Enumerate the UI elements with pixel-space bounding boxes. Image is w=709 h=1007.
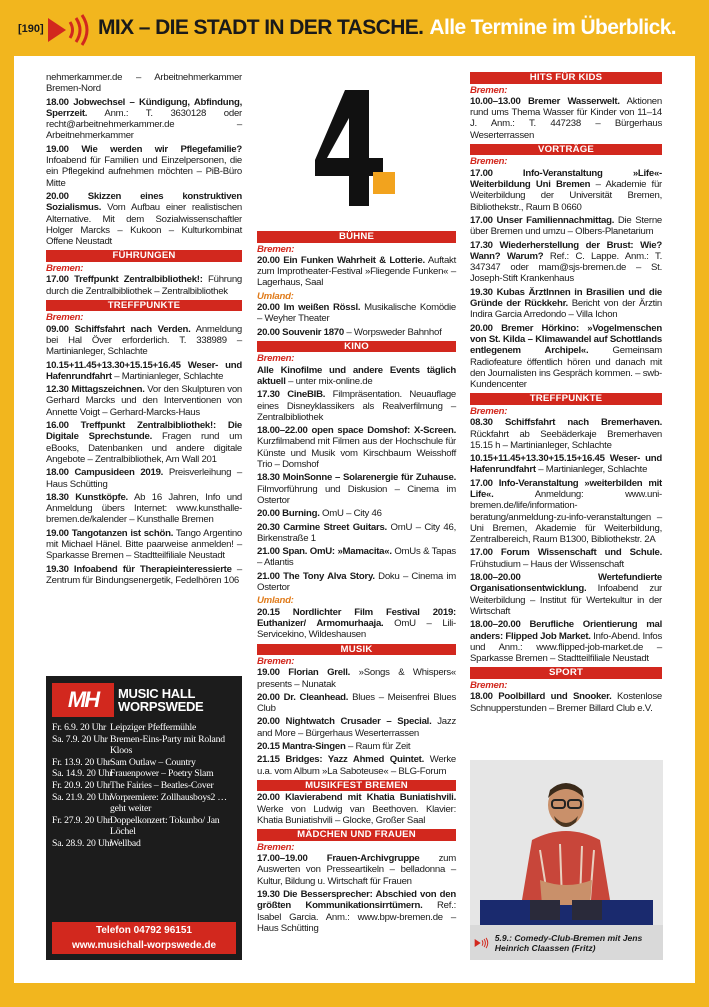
list-item: 18.30 MoinSonne – Solarenergie für Zuhause. Filmvorführung und Diskusion – Cinema im Ostertor — [257, 472, 456, 506]
list-item: 09.00 Schiffsfahrt nach Verden. Anmeldung bei Hal Över erforderlich. T. 338989 – Martinianleger, Schlachte — [46, 323, 242, 358]
number-four-logo-icon — [257, 72, 456, 228]
city-label: Bremen: — [257, 353, 295, 365]
event-row — [52, 780, 236, 792]
event-row — [52, 722, 236, 734]
list-item: 19.00 Tangotanzen ist schön. Tango Argentino mit Michael Hänel. Bitte paarweise anmelden! – Sparkasse Bremen – Stadtteilfiliale Neustadt — [46, 527, 242, 562]
list-item: 20.00 Nightwatch Crusader – Special. Jazz and More – Bürgerhaus Weserterrassen — [257, 716, 456, 739]
comedian-photo — [470, 760, 663, 925]
list-item: 18.30 Kunstköpfe. Ab 16 Jahren, Info und Anmeldung übers Internet: www.kunsthalle-bremen.de/kalender – Kunsthalle Bremen — [46, 491, 242, 526]
section-header-musik: MUSIK — [257, 644, 456, 656]
section-header-buehne: BÜHNE — [257, 231, 456, 243]
music-hall-name-line2: WORPSWEDE — [118, 699, 204, 714]
event-date: Sa. 14.9. 20 Uhr — [52, 768, 113, 780]
list-item: 18.00–22.00 open space Domshof: X-Screen. Kurzfilmabend mit Filmen aus der Hochschule für Künste und Musik vom Kirschbaum Weisshoff Trio – Domshof — [257, 425, 456, 471]
event-row — [52, 734, 236, 757]
list-item: 19.00 Florian Grell. »Songs & Whispers« presents – Nunatak — [257, 667, 456, 690]
list-item: 21.15 Bridges: Yazz Ahmed Quintet. Werke u.a. vom Album »La Saboteuse« – BLG-Forum — [257, 754, 456, 777]
list-item: 17.00 Info-Veranstaltung »Life«-Weiterbildung Uni Bremen – Akademie für Weiterbildung der Universität Bremen, Bibliothekstr., Raum B 0660 — [470, 167, 662, 213]
list-item: 18.00–20.00 Wertefundierte Organisationsentwicklung. Infoabend zur Weiterbildung – Institut für Wertekultur in der Wirtschaft — [470, 572, 662, 617]
list-item: 17.00 Treffpunkt Zentralbibliothek!: Führung durch die Zentralbibliothek – Zentralbibliothek — [46, 274, 242, 297]
list-item: 18.00–20.00 Berufliche Orientierung mal anders: Flipped Job Market. Info-Abend. Infos und Anm.: www.flipped-job-market.de – Sparkasse Bremen – Stadtteilfiliale Neustadt — [470, 619, 662, 665]
list-item: 10.00–13.00 Bremer Wasserwelt. Aktionen rund ums Thema Wasser für Kinder von 11–14 J. Anm.: T. 447238 – Bürgerhaus Weserterrassen — [470, 95, 662, 141]
city-label: Bremen: — [257, 243, 295, 255]
list-item: 20.00 Im weißen Rössl. Musikalische Komödie – Weyher Theater — [257, 301, 456, 325]
event-date: Fr. 13.9. 20 Uhr — [52, 756, 111, 768]
list-item: 20.15 Nordlichter Film Festival 2019: Euthanizer/ Armomurhaaja. OmU – Lili-Servicekino, Wildeshausen — [257, 606, 457, 641]
page-header — [0, 0, 709, 56]
section-header-vortraege: VORTRÄGE — [470, 144, 662, 156]
list-item: 21.00 The Tony Alva Story. Doku – Cinema im Ostertor — [257, 570, 456, 594]
city-label: Bremen: — [470, 679, 508, 691]
list-item: 17.00 Info-Veranstaltung »weiterbilden mit Life«. Anmeldung: www.uni-bremen.de/life/information-beratung/anmeldung-zu-info-veranstaltungen – Uni Bremen, Akademie für Weiterbildung, Zentralbereich, Raum B1300, Bibliothekstr. 2A — [470, 477, 662, 546]
list-item: 17.00 Unser Familiennachmittag. Die Sterne über Bremen und umzu – Olbers-Planetarium — [470, 214, 662, 238]
city-label: Bremen: — [470, 156, 508, 168]
photo-caption — [470, 925, 663, 960]
list-item: 19.30 Infoabend für Therapieinteressierte – Zentrum für Bindungsenergetik, Fedelhören 106 — [46, 563, 242, 586]
list-item: 20.00 Skizzen eines konstruktiven Sozialismus. Vom Aufbau einer realistischen Alternative. Mit dem Sozialwissenschaftler Holger Marcks – Kukoon – Kulturkombinat Offene Neustadt — [46, 190, 242, 248]
list-item: 18.00 Campusideen 2019. Preisverleihung – Haus Schütting — [46, 467, 242, 490]
column-2 — [257, 72, 456, 936]
section-header-maedchen: MÄDCHEN UND FRAUEN — [257, 829, 456, 841]
city-label: Bremen: — [470, 405, 508, 417]
music-hall-name-line1: MUSIC HALL — [118, 686, 196, 701]
event-title: Frauenpower – Poetry Slam — [110, 768, 214, 780]
page-number: [190] — [18, 23, 44, 35]
list-item: 18.00 Jobwechsel – Kündigung, Abfindung, Sperrzeit. Anm.: T. 3630128 oder recht@arbeitnehmerkammer.de – Arbeitnehmerkammer — [46, 96, 242, 142]
event-row — [52, 792, 236, 815]
list-item: 20.15 Mantra-Singen – Raum für Zeit — [257, 741, 411, 753]
music-hall-contact — [52, 922, 236, 954]
list-item: 19.00 Wie werden wir Pflegefamilie? Infoabend für Familien und Einzelpersonen, die ein Pflegekind aufnehmen möchten – PiB-Büro Mitte — [46, 143, 242, 189]
list-item: Alle Kinofilme und andere Events täglich aktuell – unter mix-online.de — [257, 364, 456, 387]
list-item: 19.30 Kubas ÄrztInnen in Brasilien und die Gründe der Rückkehr. Bericht von der Ärztin Indira Garcia Arredondo – Villa Ichon — [470, 286, 662, 321]
music-hall-web-link[interactable]: www.musichall-worpswede.de — [71, 940, 217, 951]
event-row — [52, 815, 236, 838]
event-title: The Fairies – Beatles-Cover — [110, 779, 214, 791]
section-header-fuehrungen: FÜHRUNGEN — [46, 250, 242, 262]
page-title-main: MIX – DIE STADT IN DER TASCHE. — [98, 16, 424, 39]
music-hall-events — [52, 722, 236, 850]
city-label: Umland: — [257, 290, 294, 302]
city-label: Bremen: — [46, 262, 84, 274]
section-header-treffpunkte: TREFFPUNKTE — [470, 393, 662, 405]
event-date: Fr. 6.9. 20 Uhr — [52, 722, 107, 733]
music-hall-ad[interactable] — [46, 676, 242, 960]
comedy-photo-box — [470, 760, 663, 960]
list-item: 19.30 Die Bessersprecher: Abschied von den größten Kommunikationsirrtümern. Ref.: Isabel Garcia. Anm.: www.bpw-bremen.de – Haus Schütting — [257, 889, 456, 934]
city-label: Bremen: — [257, 656, 295, 667]
list-item: 16.00 Treffpunkt Zentralbibliothek!: Die Digitale Sprechstunde. Fragen rund um eBooks, Datenbanken und andere digitale Angebote – Zentralbibliothek, Am Wall 201 — [46, 420, 242, 465]
event-title: Sam Outlaw – Country — [110, 756, 196, 768]
list-item: 12.30 Mittagszeichnen. Vor den Skulpturen von Gerhard Marcks und den Interventionen von Annette Voigt – Gerhard-Marcks-Haus — [46, 384, 243, 418]
list-item: 10.15+11.45+13.30+15.15+16.45 Weser- und Hafenrundfahrt – Martinianleger, Schlachte — [470, 453, 662, 476]
event-title: Doppelkonzert: Tokunbo/ Jan Löchel — [110, 814, 220, 838]
section-header-kino: KINO — [257, 341, 456, 353]
list-item: 17.00 Forum Wissenschaft und Schule. Frühstudium – Haus der Wissenschaft — [470, 547, 662, 570]
event-date: Fr. 27.9. 20 Uhr — [52, 814, 111, 826]
city-label: Bremen: — [257, 841, 295, 853]
column-3 — [470, 72, 662, 716]
list-item: 20.00 Souvenir 1870 – Worpsweder Bahnhof — [257, 326, 442, 338]
page-title-sub: Alle Termine im Überblick. — [429, 16, 677, 39]
music-hall-header — [52, 682, 236, 718]
event-date: Sa. 21.9. 20 Uhr — [52, 791, 113, 803]
event-date: Sa. 7.9. 20 Uhr — [52, 733, 108, 745]
event-title: Bremen-Eins-Party mit Roland Kloos — [110, 733, 225, 757]
list-item: 20.30 Carmine Street Guitars. OmU – City 46, Birkenstraße 1 — [257, 521, 456, 544]
music-hall-name — [118, 687, 203, 713]
list-item: 20.00 Bremer Hörkino: »Vogelmenschen von St. Kilda – Klimawandel auf Schottlands entlegenem Archipel«. Gemeinsam Radiofeature öffentlich hören und danach mit den Journalisten ins Gespräch kommen. – swb-Kundencenter — [470, 322, 662, 391]
list-item: 17.30 Wiederherstellung der Brust: Wie? Wann? Warum? Ref.: C. Lappe. Anm.: T. 347347 oder mam@sjs-bremen.de – St. Joseph-Stift Krankenhaus — [470, 239, 662, 285]
section-header-sport: SPORT — [470, 667, 662, 679]
city-label: Umland: — [257, 595, 294, 607]
section-header-musikfest: MUSIKFEST BREMEN — [257, 780, 456, 792]
page-title — [98, 16, 676, 46]
list-item: 08.30 Schiffsfahrt nach Bremerhaven. Rückfahrt ab Seebäderkaje Bremerhaven 15.15 h – Martinianleger, Schlachte — [470, 417, 662, 451]
list-item: 18.00 Poolbillard und Snooker. Kostenlose Schnupperstunden – Bremer Billard Club e.V. — [470, 691, 662, 714]
page-footer — [0, 983, 709, 1007]
section-header-kids: HITS FÜR KIDS — [470, 72, 662, 84]
list-item: nehmerkammer.de – Arbeitnehmerkammer Bremen-Nord — [46, 72, 242, 95]
event-row — [52, 768, 236, 780]
event-row — [52, 757, 236, 769]
section-header-treffpunkte: TREFFPUNKTE — [46, 300, 242, 312]
list-item: 20.00 Dr. Cleanhead. Blues – Meisenfrei Blues Club — [257, 691, 456, 715]
col1-top-list — [46, 72, 242, 247]
mix-play-small-icon — [474, 933, 489, 953]
city-label: Bremen: — [46, 312, 84, 324]
logo-small-text: MI — [372, 142, 387, 156]
event-title: Vorpremiere: Zollhausboys2 … geht weiter — [110, 791, 227, 815]
event-date: Fr. 20.9. 20 Uhr — [52, 779, 111, 791]
event-title: Leipziger Pfeffermühle — [110, 722, 197, 733]
event-title: Wellbad — [110, 837, 141, 849]
mix-4-logo — [257, 72, 456, 228]
event-row — [52, 838, 236, 850]
list-item: 10.15+11.45+13.30+15.15+16.45 Weser- und Hafenrundfahrt – Martinianleger, Schlachte — [46, 359, 242, 382]
caption-text: 5.9.: Comedy-Club-Bremen mit Jens Heinrich Claassen (Fritz) — [494, 932, 643, 953]
list-item: 17.30 CineBIB. Filmpräsentation. Neuauflage eines Disneyklassikers als Realverfilmung – Zentralbibliothek — [257, 389, 456, 423]
event-date: Sa. 28.9. 20 Uhr — [52, 837, 113, 849]
music-hall-phone: Telefon 04792 96151 — [96, 925, 192, 936]
list-item: 20.00 Klavierabend mit Khatia Buniatishvili. Werke von Ludwig van Beethoven. Klavier: Khatia Buniatishvili – Glocke, Großer Saal — [257, 792, 456, 827]
city-label: Bremen: — [470, 84, 508, 96]
list-item: 17.00–19.00 Frauen-Archivgruppe zum Auswerten von Presseartikeln – belladonna – Kultur, Bildung u. Wirtschaft für Frauen — [257, 853, 456, 887]
list-item: 20.00 Ein Funken Wahrheit & Lotterie. Auftakt zum Improtheater-Festival »Fliegende Funken« – Lagerhaus, Saal — [257, 254, 456, 289]
list-item: 21.00 Span. OmU: »Mamacita«. OmUs & Tapas – Atlantis — [257, 546, 456, 569]
list-item: 20.00 Burning. OmU – City 46 — [257, 508, 382, 520]
music-hall-logo: MH — [52, 683, 114, 717]
comedian-illustration-icon — [470, 760, 663, 925]
mix-play-logo-icon — [46, 14, 90, 46]
column-1 — [46, 72, 242, 588]
